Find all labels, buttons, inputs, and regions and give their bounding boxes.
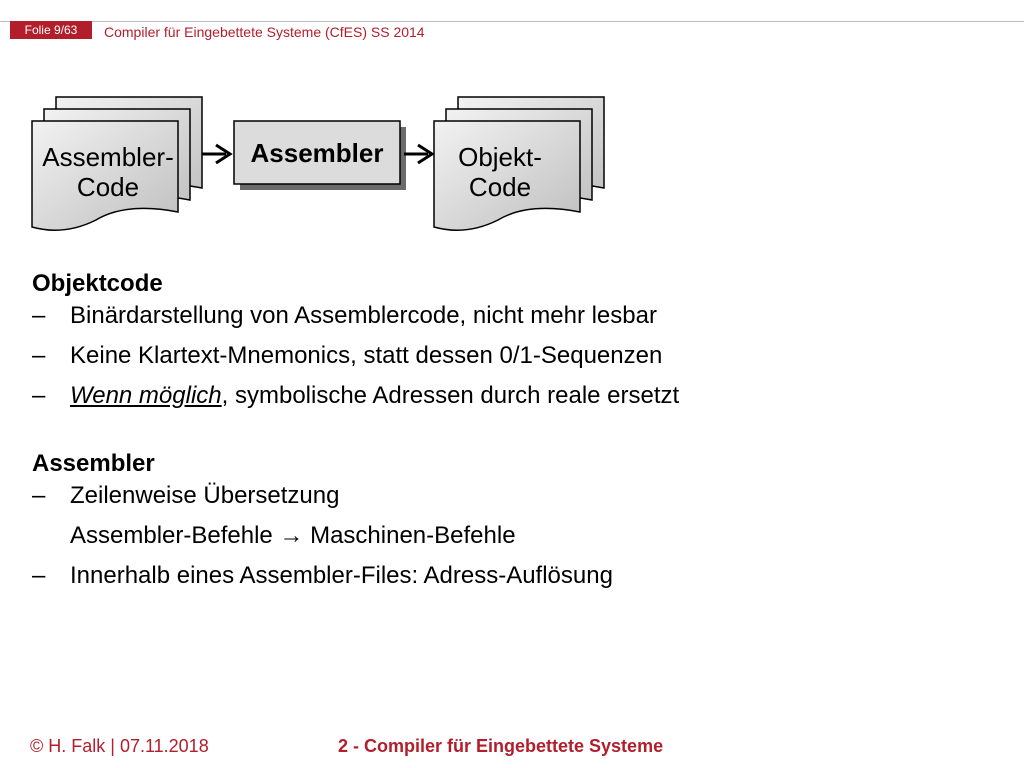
section-heading-objektcode: Objektcode [32,270,163,297]
list-item-text-composite [70,382,992,410]
list-dash: – [32,482,46,509]
list-dash: – [32,382,46,409]
list-dash: – [32,562,46,589]
process-box-label: Assembler [250,138,384,168]
list-item [32,562,992,602]
list-item [32,522,992,562]
footer-lecture-title: 2 - Compiler für Eingebettete Systeme [338,736,664,756]
input-doc-label-line1: Assembler- [42,142,174,172]
list-item-text: Keine Klartext-Mnemonics, statt dessen 0/1-Sequenzen [70,342,663,369]
right-arrow-icon [404,145,432,163]
footer-author-date: © H. Falk | 07.11.2018 [30,736,209,756]
list-dash: – [32,342,46,369]
assembler-flow-diagram [0,0,1024,260]
list-item-text: , symbolische Adressen durch reale ersetzt [221,382,680,409]
list-item [32,302,992,342]
list-item-text: Zeilenweise Übersetzung [70,482,340,509]
right-arrow-icon [202,145,230,163]
course-title: Compiler für Eingebettete Systeme (CfES) SS 2014 [104,24,425,40]
section-heading-assembler: Assembler [32,450,155,477]
output-doc-label-line2: Code [468,172,532,202]
input-doc-label-line2: Code [76,172,140,202]
list-item-text: Innerhalb eines Assembler-Files: Adress-Auflösung [70,562,613,589]
list-item [32,482,992,522]
output-doc-label-line1: Objekt- [458,142,542,172]
list-item [32,342,992,382]
list-item-text: Binärdarstellung von Assemblercode, nicht mehr lesbar [70,302,657,329]
slide-body [32,266,992,602]
emphasized-phrase: Wenn möglich [70,382,222,409]
slide-counter: Folie 9/63 [10,21,92,39]
list-dash: – [32,302,46,329]
list-item [32,382,992,422]
list-item-text: Assembler-Befehle → Maschinen-Befehle [70,522,516,549]
